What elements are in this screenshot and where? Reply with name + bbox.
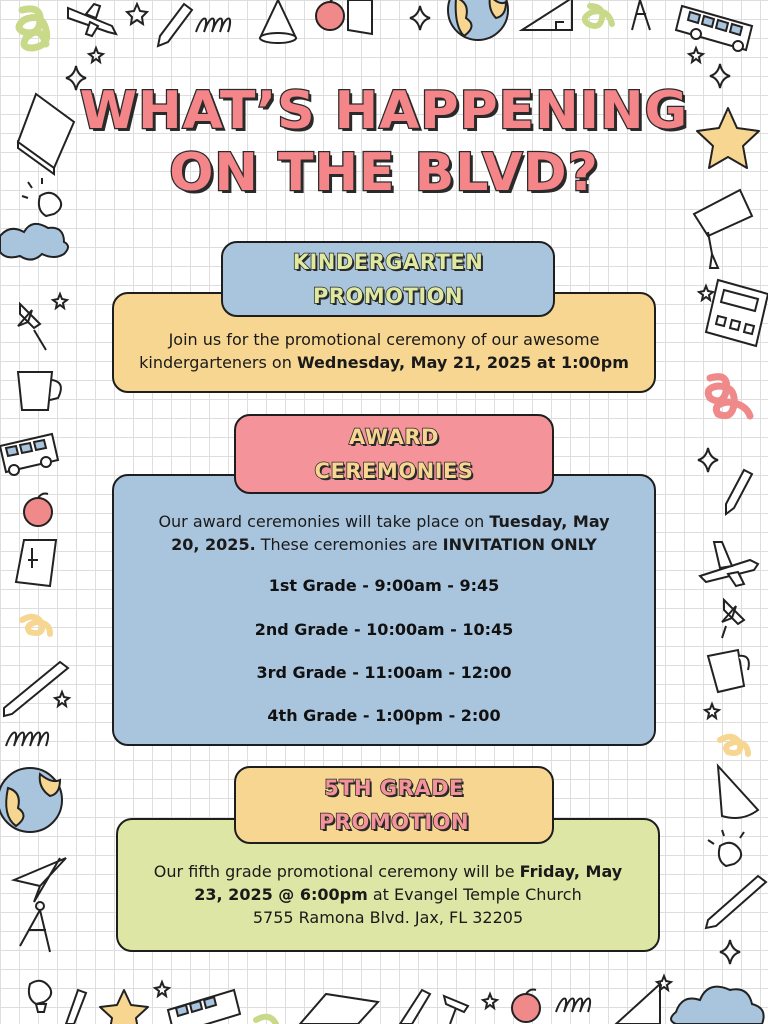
calculator-icon [706, 280, 768, 346]
sparkle-icon [410, 6, 430, 30]
kindergarten-date: Wednesday, May 21, 2025 at 1:00pm [296, 353, 629, 372]
kindergarten-description [112, 328, 656, 374]
kindergarten-heading-line-1: KINDERGARTEN [292, 250, 484, 274]
fifth-grade-heading-line-1: 5TH GRADE [324, 776, 464, 800]
pen-icon [706, 876, 766, 928]
loop-icon [585, 6, 612, 26]
schedule-item: 4th Grade - 1:00pm - 2:00 [267, 706, 501, 725]
fifth-date-part-1: Friday, May [519, 862, 623, 881]
star-icon [89, 48, 103, 62]
page-title-line-1: WHAT’S HAPPENING [79, 81, 689, 141]
sparkle-icon [55, 692, 69, 706]
kindergarten-heading [221, 241, 555, 317]
sparkle-icon [699, 286, 713, 300]
sparkle-icon [720, 940, 740, 964]
page-title [0, 80, 768, 204]
awards-text-line-1 [112, 510, 656, 533]
schedule-item: 1st Grade - 9:00am - 9:45 [268, 576, 500, 595]
kindergarten-text-plain: kindergarteners on [139, 353, 297, 372]
fifth-grade-heading-line-2: PROMOTION [318, 810, 470, 834]
spiral-icon [708, 377, 750, 416]
book-icon [300, 994, 378, 1024]
apple-icon [512, 990, 540, 1023]
compass-icon [632, 0, 650, 30]
awards-heading-line-1: AWARD [349, 425, 439, 449]
mug-icon [708, 650, 749, 692]
star-icon [689, 48, 703, 62]
star-icon [483, 994, 497, 1008]
pen-icon [4, 662, 68, 716]
mug-icon [18, 372, 61, 410]
lightbulb-icon [708, 830, 744, 866]
pushpin-icon [722, 600, 744, 638]
bus-icon [0, 434, 58, 475]
fifth-date-part-2: 23, 2025 @ 6:00pm [194, 885, 368, 904]
pencil-icon [400, 990, 430, 1024]
page-title-line-2: ON THE BLVD? [169, 143, 599, 203]
loop-icon [6, 733, 48, 747]
awards-date-part-2: 20, 2025. [171, 535, 256, 554]
cone-icon [718, 766, 758, 818]
schedule-item: 2nd Grade - 10:00am - 10:45 [254, 620, 514, 639]
bus-icon [676, 6, 752, 51]
fifth-address: 5755 Ramona Blvd. Jax, FL 32205 [252, 908, 524, 927]
awards-text-line-2 [112, 533, 656, 556]
awards-heading-line-2: CEREMONIES [314, 459, 474, 483]
cone-icon [260, 0, 296, 43]
globe-icon [448, 0, 508, 40]
airplane-icon [700, 542, 758, 586]
loop-icon [22, 617, 50, 634]
fifth-grade-heading [234, 766, 554, 844]
loop-icon [256, 1017, 276, 1024]
spiral-icon [19, 9, 47, 48]
compass-icon [20, 902, 50, 952]
ruler-icon [348, 0, 372, 34]
fifth-location: at Evangel Temple Church [367, 885, 582, 904]
loop-icon [720, 737, 748, 754]
apple-icon [316, 0, 344, 30]
triangle-ruler-icon [16, 540, 56, 586]
pencil-icon [66, 990, 86, 1024]
fifth-text-plain-1: Our fifth grade promotional ceremony will be [153, 862, 520, 881]
triangle-ruler-icon [616, 984, 660, 1024]
loop-icon [196, 19, 230, 33]
airplane-icon [68, 4, 116, 36]
awards-description [112, 510, 656, 556]
star-icon [100, 990, 148, 1024]
awards-date-part-1: Tuesday, May [489, 512, 610, 531]
fifth-text-line-2 [116, 883, 660, 906]
fifth-grade-description [116, 860, 660, 929]
schedule-item: 3rd Grade - 11:00am - 12:00 [256, 663, 512, 682]
apple-icon [24, 494, 52, 527]
kindergarten-heading-line-2: PROMOTION [312, 284, 464, 308]
cloud-icon [671, 987, 764, 1024]
awards-invitation-only: INVITATION ONLY [442, 535, 597, 554]
star-icon [127, 4, 147, 24]
triangle-ruler-icon [522, 0, 572, 30]
sparkle-icon [53, 294, 67, 308]
sparkle-icon [698, 448, 718, 472]
pushpin-icon [444, 996, 468, 1024]
bus-icon [168, 990, 240, 1024]
pencil-icon [158, 4, 192, 46]
paper-plane-icon [14, 858, 66, 902]
star-icon [705, 704, 719, 718]
kindergarten-text-line-1: Join us for the promotional ceremony of our awesome [168, 330, 600, 349]
awards-text-plain-2: These ceremonies are [255, 535, 443, 554]
cloud-icon [0, 224, 68, 260]
kindergarten-text-line-2 [112, 351, 656, 374]
awards-text-plain-1: Our award ceremonies will take place on [158, 512, 490, 531]
loop-icon [556, 999, 590, 1013]
star-icon [155, 982, 169, 996]
globe-icon [0, 768, 62, 832]
pushpin-icon [18, 304, 46, 350]
lightbulb-icon [29, 981, 51, 1012]
pencil-icon [726, 470, 752, 514]
awards-heading [234, 414, 554, 494]
fifth-text-line-1 [116, 860, 660, 883]
